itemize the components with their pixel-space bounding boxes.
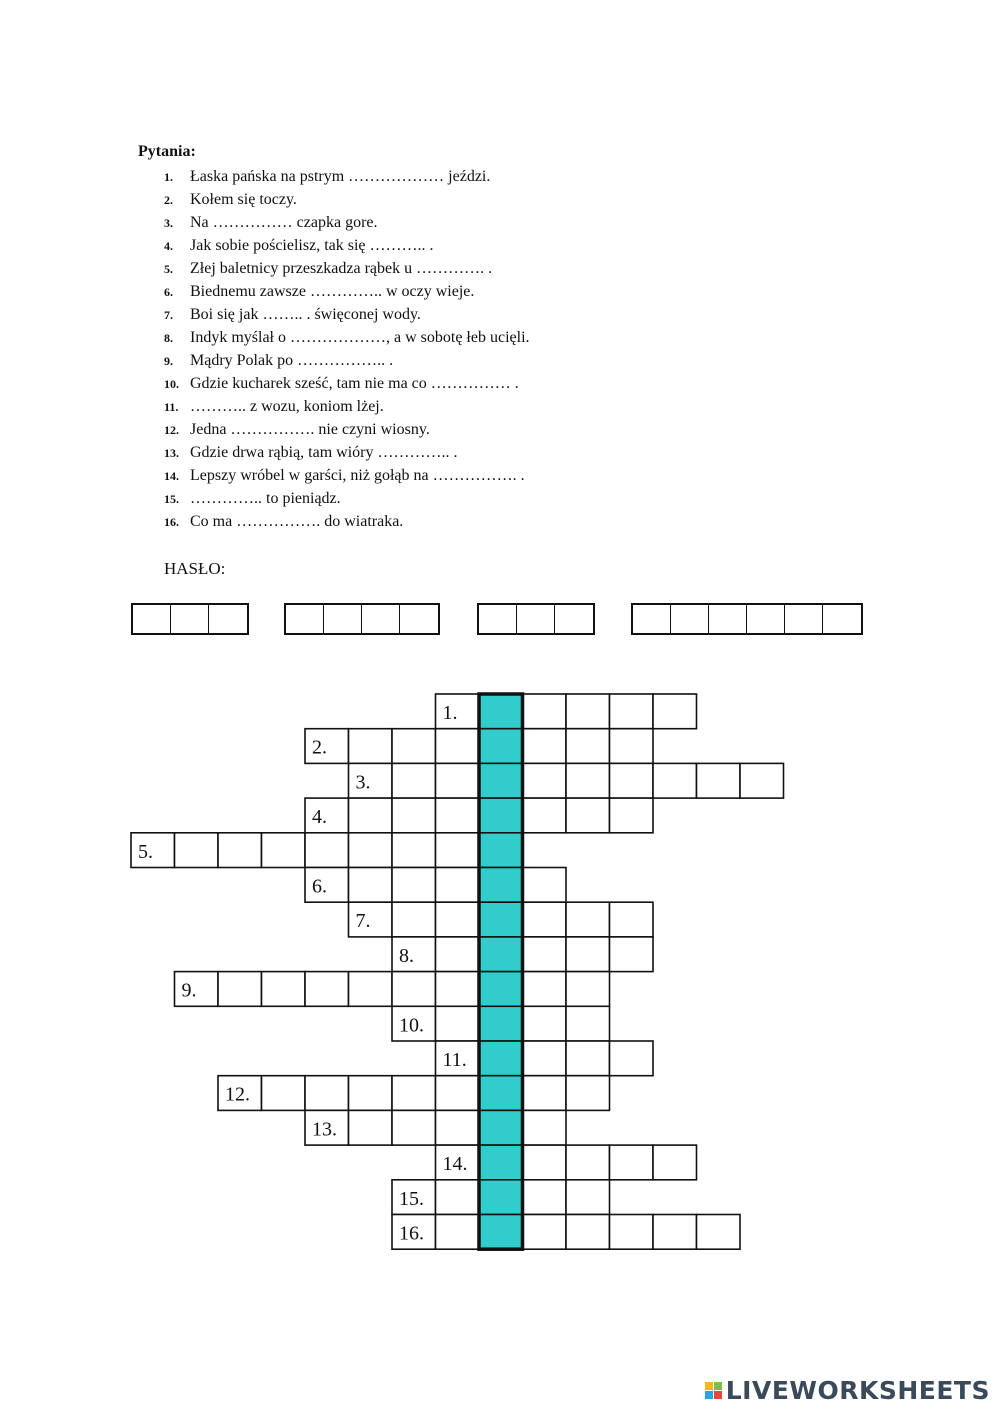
crossword-row-label: 13.	[312, 1118, 337, 1141]
crossword-cell[interactable]	[610, 694, 654, 729]
liveworksheets-logo	[705, 1376, 990, 1405]
haslo-letter-input[interactable]	[823, 605, 861, 633]
logo-icon	[705, 1382, 722, 1399]
logo-text: LIVEWORKSHEETS	[725, 1376, 990, 1405]
haslo-letter-input[interactable]	[555, 605, 593, 633]
haslo-letter-input[interactable]	[324, 605, 362, 633]
crossword-row-3	[349, 763, 784, 798]
crossword-cell[interactable]	[436, 1110, 480, 1145]
question-text: Boi się jak …….. . święconej wody.	[190, 306, 421, 323]
haslo-word-3	[477, 603, 595, 635]
crossword-cell[interactable]	[523, 1180, 567, 1215]
haslo-letter-input[interactable]	[671, 605, 709, 633]
question-item	[164, 418, 530, 441]
question-number: 6.	[164, 285, 173, 299]
question-item	[164, 280, 530, 303]
haslo-word-4	[631, 603, 863, 635]
haslo-letter-input[interactable]	[133, 605, 171, 633]
crossword-row-label: 2.	[312, 736, 327, 759]
haslo-letter-input[interactable]	[633, 605, 671, 633]
crossword-cell[interactable]	[436, 729, 480, 764]
question-item	[164, 510, 530, 533]
solution-column-border	[479, 694, 523, 1249]
crossword-row-12	[218, 1076, 610, 1111]
crossword-cell[interactable]	[566, 1180, 610, 1215]
crossword-cell[interactable]	[740, 763, 784, 798]
crossword-cell[interactable]	[566, 694, 610, 729]
crossword-cell[interactable]	[305, 833, 349, 868]
question-text: Gdzie kucharek sześć, tam nie ma co …………… .	[190, 375, 519, 392]
question-text: Biednemu zawsze ………….. w oczy wieje.	[190, 283, 475, 300]
crossword-cell[interactable]	[436, 1006, 480, 1041]
crossword-cell[interactable]	[566, 798, 610, 833]
questions-list	[164, 165, 530, 533]
crossword-row-label: 10.	[399, 1014, 424, 1037]
haslo-letter-input[interactable]	[171, 605, 209, 633]
crossword-cell[interactable]	[566, 1145, 610, 1180]
question-text: Na …………… czapka gore.	[190, 214, 378, 231]
crossword-cell[interactable]	[566, 1076, 610, 1111]
crossword-label-cell	[392, 1215, 436, 1250]
crossword-cell[interactable]	[523, 798, 567, 833]
crossword-cell[interactable]	[610, 1145, 654, 1180]
crossword-cell[interactable]	[523, 1110, 567, 1145]
crossword-row-label: 8.	[399, 944, 414, 967]
logo-square	[714, 1391, 722, 1399]
question-number: 15.	[164, 492, 179, 506]
crossword-cell[interactable]	[305, 1076, 349, 1111]
crossword-label-cell	[218, 1076, 262, 1111]
crossword-cell[interactable]	[392, 729, 436, 764]
question-item	[164, 165, 530, 188]
question-item	[164, 326, 530, 349]
crossword-row-14	[436, 1145, 697, 1180]
question-number: 16.	[164, 515, 179, 529]
crossword-cell[interactable]	[436, 868, 480, 903]
crossword-cell[interactable]	[610, 763, 654, 798]
question-item	[164, 349, 530, 372]
crossword-cell[interactable]	[566, 763, 610, 798]
logo-square	[705, 1382, 713, 1390]
crossword-cell[interactable]	[523, 1215, 567, 1250]
crossword-cell[interactable]	[566, 902, 610, 937]
question-number: 1.	[164, 170, 173, 184]
crossword-cell[interactable]	[653, 1215, 697, 1250]
crossword-row-5	[131, 833, 479, 868]
crossword-cell[interactable]	[610, 729, 654, 764]
question-number: 13.	[164, 446, 179, 460]
crossword-cell[interactable]	[262, 833, 306, 868]
crossword-row-label: 7.	[355, 910, 371, 933]
crossword-label-cell	[175, 972, 219, 1007]
haslo-letter-input[interactable]	[362, 605, 400, 633]
question-number: 8.	[164, 331, 173, 345]
crossword-row-label: 15.	[399, 1187, 424, 1210]
crossword-cell[interactable]	[436, 798, 480, 833]
question-text: Co ma ……………. do wiatraka.	[190, 513, 404, 530]
crossword-row-label: 4.	[312, 806, 327, 829]
crossword-cell[interactable]	[436, 972, 480, 1007]
crossword-row-label: 1.	[442, 701, 458, 724]
crossword-cell[interactable]	[653, 1145, 697, 1180]
crossword-label-cell	[349, 902, 393, 937]
crossword-cell[interactable]	[305, 972, 349, 1007]
crossword-label-cell	[131, 833, 175, 868]
question-number: 10.	[164, 377, 179, 391]
crossword-cell[interactable]	[392, 763, 436, 798]
question-number: 11.	[164, 400, 179, 414]
crossword-cell[interactable]	[523, 763, 567, 798]
crossword-cell[interactable]	[392, 902, 436, 937]
haslo-letter-input[interactable]	[209, 605, 247, 633]
question-item	[164, 188, 530, 211]
crossword-cell[interactable]	[436, 763, 480, 798]
crossword-label-cell	[305, 1110, 349, 1145]
crossword-row-label: 14.	[442, 1153, 468, 1176]
crossword-cell[interactable]	[566, 1215, 610, 1250]
crossword-cell[interactable]	[349, 972, 393, 1007]
haslo-letter-input[interactable]	[709, 605, 747, 633]
question-text: Mądry Polak po …………….. .	[190, 352, 394, 369]
question-number: 5.	[164, 262, 173, 276]
crossword-cell[interactable]	[392, 833, 436, 868]
question-item	[164, 441, 530, 464]
crossword-row-1	[436, 694, 697, 729]
crossword-cell[interactable]	[523, 937, 567, 972]
crossword-label-cell	[305, 868, 349, 903]
crossword-label-cell	[436, 1145, 480, 1180]
question-text: Indyk myślał o ………………, a w sobotę łeb ucięli.	[190, 329, 530, 346]
question-text: Złej baletnicy przeszkadza rąbek u …………. .	[190, 260, 493, 277]
crossword-row-13	[305, 1110, 566, 1145]
question-text: Jak sobie pościelisz, tak się ……….. .	[190, 237, 434, 254]
crossword-cell[interactable]	[653, 694, 697, 729]
crossword-cell[interactable]	[392, 972, 436, 1007]
crossword-cell[interactable]	[349, 833, 393, 868]
crossword-cell[interactable]	[218, 972, 262, 1007]
logo-square	[714, 1382, 722, 1390]
crossword-cell[interactable]	[523, 1076, 567, 1111]
question-item	[164, 234, 530, 257]
crossword-cell[interactable]	[610, 1041, 654, 1076]
crossword-label-cell	[305, 798, 349, 833]
crossword-cell[interactable]	[436, 1076, 480, 1111]
crossword-cell[interactable]	[566, 972, 610, 1007]
question-text: ……….. z wozu, koniom lżej.	[190, 398, 384, 415]
crossword-label-cell	[392, 937, 436, 972]
crossword-cell[interactable]	[392, 1110, 436, 1145]
crossword-cell[interactable]	[523, 694, 567, 729]
crossword-cell[interactable]	[349, 1076, 393, 1111]
crossword-label-cell	[436, 694, 480, 729]
crossword-cell[interactable]	[436, 937, 480, 972]
crossword-cell[interactable]	[523, 868, 567, 903]
question-text: Jedna ……………. nie czyni wiosny.	[190, 421, 430, 438]
question-number: 12.	[164, 423, 179, 437]
crossword-cell[interactable]	[392, 1076, 436, 1111]
crossword-cell[interactable]	[610, 902, 654, 937]
crossword-row-16	[392, 1215, 740, 1250]
crossword-label-cell	[392, 1006, 436, 1041]
question-text: Lepszy wróbel w garści, niż gołąb na ……………. .	[190, 467, 525, 484]
haslo-letter-input[interactable]	[517, 605, 555, 633]
crossword-cell[interactable]	[697, 1215, 741, 1250]
question-item	[164, 211, 530, 234]
crossword-cell[interactable]	[349, 868, 393, 903]
questions-title: Pytania:	[138, 143, 196, 160]
crossword-cell[interactable]	[653, 763, 697, 798]
haslo-label: HASŁO:	[164, 559, 226, 578]
crossword-row-label: 11.	[442, 1048, 467, 1071]
crossword-row-label: 6.	[312, 875, 327, 898]
crossword-label-cell	[392, 1180, 436, 1215]
crossword-label-cell	[305, 729, 349, 764]
crossword-cell[interactable]	[392, 868, 436, 903]
crossword-row-label: 12.	[225, 1083, 250, 1106]
haslo-word-1	[131, 603, 249, 635]
crossword-row-label: 5.	[138, 840, 153, 863]
crossword-label-cell	[349, 763, 393, 798]
question-number: 14.	[164, 469, 179, 483]
question-item	[164, 487, 530, 510]
crossword-row-label: 9.	[181, 979, 197, 1002]
crossword-row-label: 3.	[355, 771, 371, 794]
question-number: 9.	[164, 354, 173, 368]
crossword-cell[interactable]	[523, 902, 567, 937]
haslo-letter-input[interactable]	[286, 605, 324, 633]
crossword-cell[interactable]	[523, 972, 567, 1007]
crossword-cell[interactable]	[610, 1215, 654, 1250]
crossword-row-9	[175, 972, 610, 1007]
crossword-cell[interactable]	[436, 833, 480, 868]
haslo-letter-input[interactable]	[747, 605, 785, 633]
question-number: 4.	[164, 239, 173, 253]
crossword-cell[interactable]	[610, 798, 654, 833]
crossword-cell[interactable]	[436, 1215, 480, 1250]
crossword-cell[interactable]	[610, 937, 654, 972]
crossword-cell[interactable]	[349, 1110, 393, 1145]
haslo-letter-input[interactable]	[785, 605, 823, 633]
question-number: 7.	[164, 308, 173, 322]
crossword-cell[interactable]	[349, 798, 393, 833]
crossword-cell[interactable]	[523, 1145, 567, 1180]
question-item	[164, 303, 530, 326]
crossword-cell[interactable]	[523, 729, 567, 764]
crossword-row-label: 16.	[399, 1222, 424, 1245]
crossword-cell[interactable]	[262, 972, 306, 1007]
question-item	[164, 257, 530, 280]
crossword-cell[interactable]	[523, 1041, 567, 1076]
question-item	[164, 395, 530, 418]
crossword-cell[interactable]	[566, 1041, 610, 1076]
question-item	[164, 372, 530, 395]
haslo-word-2	[284, 603, 440, 635]
crossword-cell[interactable]	[566, 937, 610, 972]
crossword-solution-column	[479, 694, 523, 1249]
crossword-cell[interactable]	[262, 1076, 306, 1111]
question-text: Łaska pańska na pstrym ……………… jeździ.	[190, 168, 491, 185]
crossword-cell[interactable]	[697, 763, 741, 798]
question-item	[164, 464, 530, 487]
crossword-label-cell	[436, 1041, 480, 1076]
crossword-cell[interactable]	[392, 798, 436, 833]
crossword-cell[interactable]	[218, 833, 262, 868]
crossword-cell[interactable]	[523, 1006, 567, 1041]
crossword-row-6	[305, 868, 566, 903]
question-text: Kołem się toczy.	[190, 191, 297, 208]
crossword-row-11	[436, 1041, 654, 1076]
crossword-cell[interactable]	[436, 1180, 480, 1215]
logo-square	[705, 1391, 713, 1399]
crossword-cell[interactable]	[566, 729, 610, 764]
crossword-cell[interactable]	[566, 1006, 610, 1041]
haslo-letter-input[interactable]	[479, 605, 517, 633]
question-text: ………….. to pieniądz.	[190, 490, 341, 507]
question-number: 3.	[164, 216, 173, 230]
crossword-cell[interactable]	[175, 833, 219, 868]
haslo-letter-input[interactable]	[400, 605, 438, 633]
question-number: 2.	[164, 193, 173, 207]
crossword-cell[interactable]	[436, 902, 480, 937]
question-text: Gdzie drwa rąbią, tam wióry ………….. .	[190, 444, 458, 461]
crossword-cell[interactable]	[349, 729, 393, 764]
